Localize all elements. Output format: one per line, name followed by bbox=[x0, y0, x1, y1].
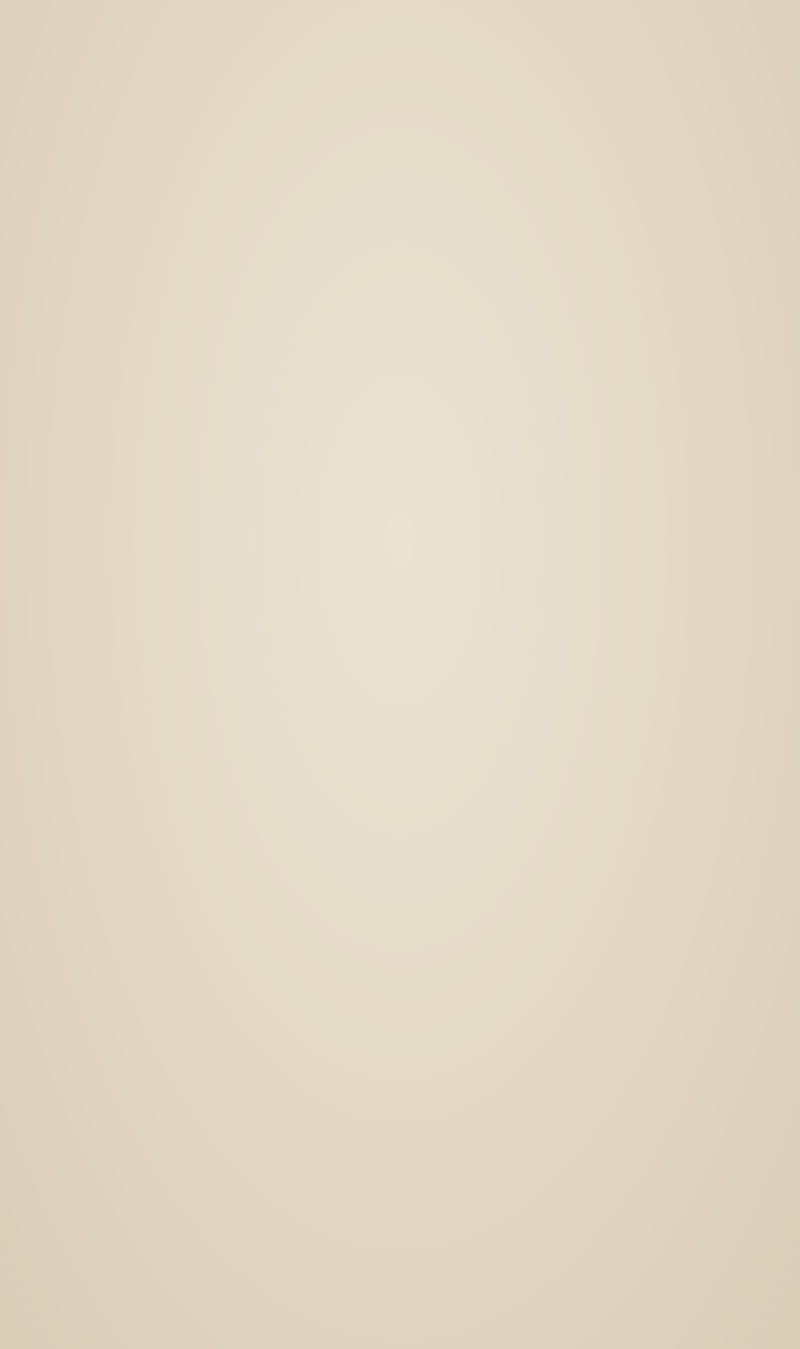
index-entry bbox=[0, 361, 800, 401]
index-entry bbox=[0, 209, 800, 249]
index-entry bbox=[0, 399, 800, 439]
index-entry bbox=[0, 627, 800, 667]
index-entry bbox=[0, 95, 800, 135]
index-entry bbox=[0, 665, 800, 705]
index-entry bbox=[0, 589, 800, 629]
index-entry-continued bbox=[0, 855, 800, 895]
index-entry bbox=[0, 475, 800, 515]
index-entry bbox=[0, 285, 800, 325]
index-entry bbox=[0, 893, 800, 933]
index-entry bbox=[0, 817, 800, 857]
index-entry bbox=[0, 741, 800, 781]
index-entry bbox=[0, 247, 800, 287]
index-entry bbox=[0, 323, 800, 363]
index-entry bbox=[0, 133, 800, 173]
index-entry bbox=[0, 551, 800, 591]
index-entry bbox=[0, 931, 800, 971]
index-entry-continued bbox=[0, 703, 800, 743]
index-entry bbox=[0, 779, 800, 819]
index-entry bbox=[0, 437, 800, 477]
index-entry bbox=[0, 171, 800, 211]
